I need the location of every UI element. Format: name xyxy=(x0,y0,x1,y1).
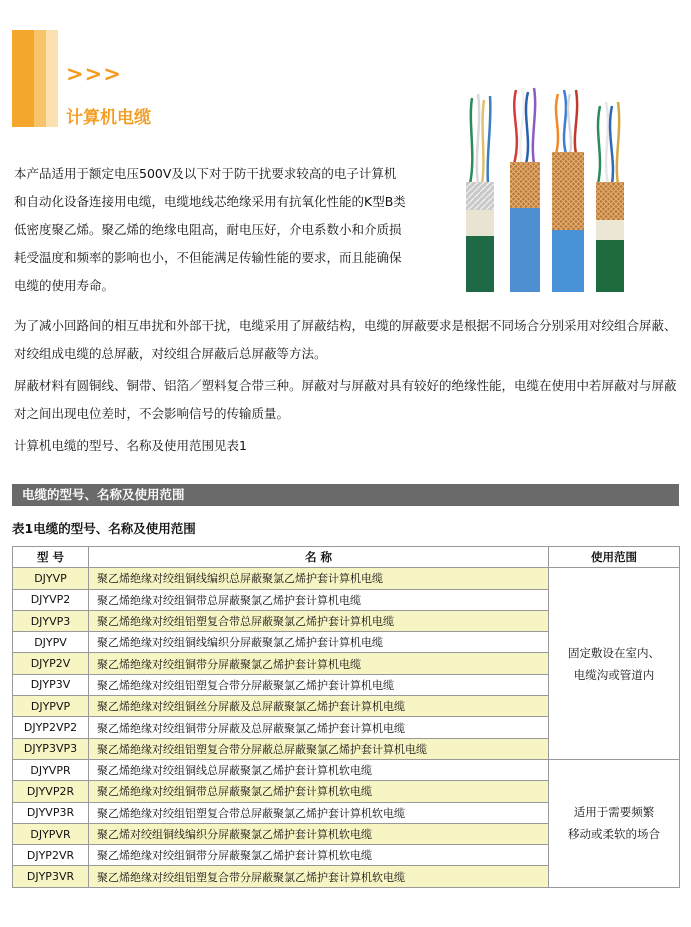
cell-model: DJYVP2R xyxy=(13,781,89,802)
cell-name: 聚乙烯绝缘对绞组铜线总屏蔽聚氯乙烯护套计算机软电缆 xyxy=(89,759,549,780)
cell-name: 聚乙烯绝缘对绞组铜线编织总屏蔽聚氯乙烯护套计算机电缆 xyxy=(89,568,549,589)
cell-name: 聚乙烯绝缘对绞组铜带分屏蔽聚氯乙烯护套计算机软电缆 xyxy=(89,845,549,866)
intro-paragraph-4: 计算机电缆的型号、名称及使用范围见表1 xyxy=(14,438,247,453)
cell-name: 聚乙烯绝缘对绞组铜带分屏蔽及总屏蔽聚氯乙烯护套计算机电缆 xyxy=(89,717,549,738)
usage-cell-fixed xyxy=(549,568,680,760)
cable-1-graphic xyxy=(466,94,494,292)
cell-model: DJYVP2 xyxy=(13,589,89,610)
chevron-arrows-icon: >>> xyxy=(66,62,122,86)
cell-name: 聚乙烯绝缘对绞组铝塑复合带总屏蔽聚氯乙烯护套计算机软电缆 xyxy=(89,802,549,823)
cell-model: DJYP2VP2 xyxy=(13,717,89,738)
cell-model: DJYVP3 xyxy=(13,610,89,631)
table-row xyxy=(13,759,680,780)
table-row xyxy=(13,568,680,589)
cell-name: 聚乙烯绝缘对绞组铜带总屏蔽聚氯乙烯护套计算机软电缆 xyxy=(89,781,549,802)
cell-model: DJYVPR xyxy=(13,759,89,780)
table-header-row xyxy=(13,547,680,568)
section-header-band: 电缆的型号、名称及使用范围 xyxy=(12,484,679,506)
header-name: 名 称 xyxy=(89,547,549,568)
page-title: 计算机电缆 xyxy=(66,108,151,128)
cell-name: 聚乙烯绝缘对绞组铜带分屏蔽聚氯乙烯护套计算机电缆 xyxy=(89,653,549,674)
cell-name: 聚乙烯绝缘对绞组铜丝分屏蔽及总屏蔽聚氯乙烯护套计算机电缆 xyxy=(89,696,549,717)
cell-model: DJYVP3R xyxy=(13,802,89,823)
cell-name: 聚乙烯绝缘对绞组铜线编织分屏蔽聚氯乙烯护套计算机电缆 xyxy=(89,632,549,653)
cell-model: DJYP3VR xyxy=(13,866,89,887)
cell-name: 聚乙烯绝缘对绞组铜带总屏蔽聚氯乙烯护套计算机电缆 xyxy=(89,589,549,610)
usage-cell-flexible xyxy=(549,759,680,887)
cell-name: 聚乙烯对绞组铜线编织分屏蔽聚氯乙烯护套计算机软电缆 xyxy=(89,823,549,844)
decorative-bar-mid xyxy=(34,30,46,127)
cable-3-graphic xyxy=(552,90,584,292)
cable-4-graphic xyxy=(596,102,624,292)
usage-flexible-line1: 适用于需要频繁 xyxy=(573,805,655,820)
cell-model: DJYPVP xyxy=(13,696,89,717)
usage-fixed-line1: 固定敷设在室内、 xyxy=(568,645,660,660)
cell-model: DJYP2VR xyxy=(13,845,89,866)
cell-name: 聚乙烯绝缘对绞组铝塑复合带分屏蔽聚氯乙烯护套计算机软电缆 xyxy=(89,866,549,887)
usage-flexible-line2: 移动或柔软的场合 xyxy=(568,827,660,842)
cell-name: 聚乙烯绝缘对绞组铝塑复合带总屏蔽聚氯乙烯护套计算机电缆 xyxy=(89,610,549,631)
intro-paragraph-1: 本产品适用于额定电压500V及以下对于防干扰要求较高的电子计算机和自动化设备连接用电缆，电缆地线芯绝缘采用有抗氧化性能的K型B类低密度聚乙烯。聚乙烯的绝缘电阻高，耐电压好，介电系数小和介质损耗受温度和频率的影响也小，不但能满足传输性能的要求，而且能确保电缆的使用寿命。 xyxy=(14,166,406,293)
usage-fixed-line2: 电缆沟或管道内 xyxy=(573,667,655,682)
cell-name: 聚乙烯绝缘对绞组铝塑复合带分屏蔽聚氯乙烯护套计算机电缆 xyxy=(89,674,549,695)
intro-paragraph-3: 屏蔽材料有圆铜线、铜带、铝箔／塑料复合带三种。屏蔽对与屏蔽对具有较好的绝缘性能，电缆在使用中若屏蔽对与屏蔽对之间出现电位差时，不会影响信号的传输质量。 xyxy=(14,378,677,421)
decorative-bar-light xyxy=(46,30,58,127)
header-model: 型 号 xyxy=(13,547,89,568)
cell-model: DJYP3VP3 xyxy=(13,738,89,759)
cell-model: DJYP2V xyxy=(13,653,89,674)
intro-paragraph-2: 为了减小回路间的相互串扰和外部干扰，电缆采用了屏蔽结构，电缆的屏蔽要求是根据不同场合分别采用对绞组合屏蔽、对绞组成电缆的总屏蔽，对绞组合屏蔽后总屏蔽等方法。 xyxy=(14,318,677,361)
decorative-bar-dark xyxy=(12,30,34,127)
cell-model: DJYPVR xyxy=(13,823,89,844)
cell-model: DJYPV xyxy=(13,632,89,653)
cell-name: 聚乙烯绝缘对绞组铝塑复合带分屏蔽总屏蔽聚氯乙烯护套计算机电缆 xyxy=(89,738,549,759)
table-caption: 表1电缆的型号、名称及使用范围 xyxy=(12,521,196,536)
cell-model: DJYVP xyxy=(13,568,89,589)
cable-spec-table xyxy=(12,546,680,888)
cell-model: DJYP3V xyxy=(13,674,89,695)
cable-product-image xyxy=(456,84,636,292)
header-usage: 使用范围 xyxy=(549,547,680,568)
cable-2-graphic xyxy=(510,88,540,292)
